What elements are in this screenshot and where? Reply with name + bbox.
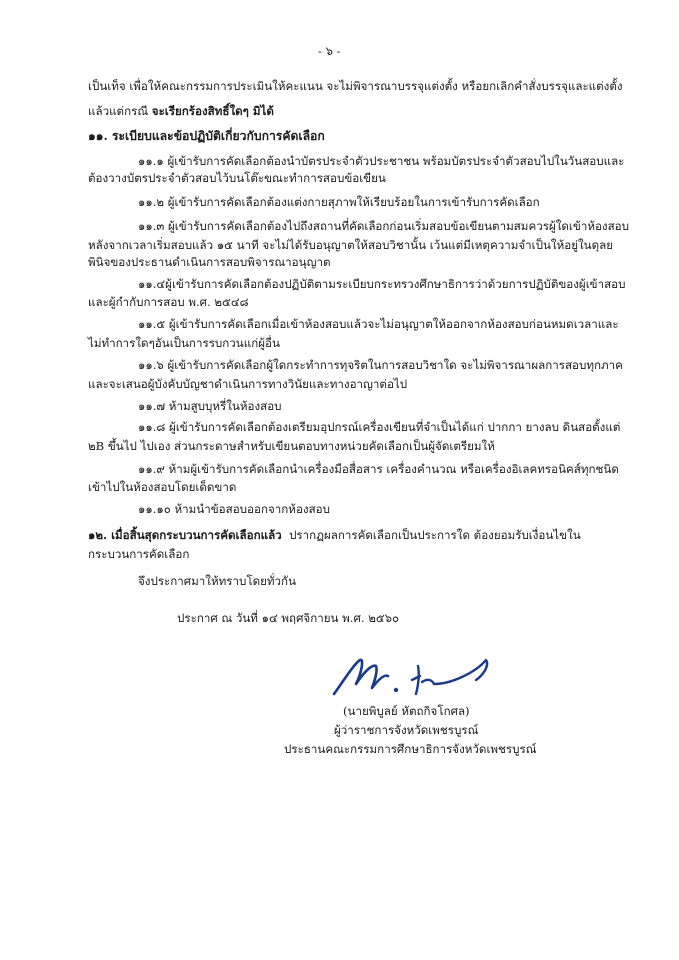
intro-line-2 <box>88 103 274 119</box>
item-11-6-line-1: ๑๑.๖ ผู้เข้ารับการคัดเลือกผู้ใดกระทำการทุจริตในการสอบวิชาใด จะไม่พิจารณาผลการสอบทุกภาค <box>138 358 623 372</box>
intro-line-2-text: แล้วแต่กรณี <box>88 104 152 118</box>
item-11-5-line-2: ไม่ทำการใดๆอันเป็นการรบกวนแก่ผู้อื่น <box>88 336 280 350</box>
signature-stroke-1 <box>334 660 388 694</box>
item-11-3-line-2: หลังจากเวลาเริ่มสอบแล้ว ๑๕ นาที จะไม่ได้รับอนุญาตให้สอบวิชานั้น เว้นแต่มีเหตุความจำเป็นให้อยู่ในดุลย <box>88 238 613 252</box>
item-11-5-line-1: ๑๑.๕ ผู้เข้ารับการคัดเลือกเมื่อเข้าห้องสอบแล้วจะไม่อนุญาตให้ออกจากห้องสอบก่อนหมดเวลาและ <box>138 317 619 331</box>
page-number: - ๖ - <box>318 44 341 58</box>
intro-line-2-bold: จะเรียกร้องสิทธิ์ใดๆ มิได้ <box>151 104 274 118</box>
signature-stroke-2 <box>412 660 487 694</box>
item-11-4-line-2: และผู้กำกับการสอบ พ.ศ. ๒๕๔๘ <box>88 295 249 309</box>
section-12-line-2: กระบวนการคัดเลือก <box>88 547 190 561</box>
item-11-8-line-2: ๒B ขึ้นไป ไปเอง ส่วนกระดาษสำหรับเขียนตอบทางหน่วยคัดเลือกเป็นผู้จัดเตรียมให้ <box>88 439 495 453</box>
item-11-1-line-2: ต้องวางบัตรประจำตัวสอบไว้บนโต๊ะขณะทำการสอบข้อเขียน <box>88 171 386 185</box>
item-11-3-line-1: ๑๑.๓ ผู้เข้ารับการคัดเลือกต้องไปถึงสถานที่คัดเลือกก่อนเริ่มสอบข้อเขียนตามสมควรผู้ใดเข้าห้องสอบ <box>138 219 629 233</box>
signatory-name: (นายพิบูลย์ หัตถกิจโกศล) <box>343 704 470 718</box>
announcement: จึงประกาศมาให้ทราบโดยทั่วกัน <box>138 574 296 588</box>
item-11-4-line-1: ๑๑.๔ผู้เข้ารับการคัดเลือกต้องปฏิบัติตามระเบียบกระทรวงศึกษาธิการว่าด้วยการปฏิบัติของผู้เข้าสอบ <box>138 277 626 291</box>
signatory-position-2: ประธานคณะกรรมการศึกษาธิการจังหวัดเพชรบูรณ์ <box>284 742 537 756</box>
item-11-3-line-3: พินิจของประธานดำเนินการสอบพิจารณาอนุญาต <box>88 255 331 269</box>
item-11-1-line-1: ๑๑.๑ ผู้เข้ารับการคัดเลือกต้องนำบัตรประจำตัวประชาชน พร้อมบัตรประจำตัวสอบไปในวันสอบและ <box>138 154 625 168</box>
intro-line-1: เป็นเท็จ เพื่อให้คณะกรรมการประเมินให้คะแนน จะไม่พิจารณาบรรจุแต่งตั้ง หรือยกเลิกคำสั่งบรรจุและแต่งตั้ง <box>88 79 623 93</box>
item-11-2-line-1: ๑๑.๒ ผู้เข้ารับการคัดเลือกต้องแต่งกายสุภาพให้เรียบร้อยในการเข้ารับการคัดเลือก <box>138 195 540 209</box>
section-12-heading: ๑๒. เมื่อสิ้นสุดกระบวนการคัดเลือกแล้ว <box>88 528 282 542</box>
signature-image <box>326 650 496 702</box>
item-11-8-line-1: ๑๑.๘ ผู้เข้ารับการคัดเลือกต้องเตรียมอุปกรณ์เครื่องเขียนที่จำเป็นได้แก่ ปากกา ยางลบ ดินสอตั้งแต่ <box>138 420 621 434</box>
item-11-6-line-2: และจะเสนอผู้บังคับบัญชาดำเนินการทางวินัยและทางอาญาต่อไป <box>88 377 408 391</box>
date-line: ประกาศ ณ วันที่ ๑๔ พฤศจิกายน พ.ศ. ๒๕๖๐ <box>177 611 400 625</box>
section-12-line-1 <box>88 527 581 543</box>
signature-dot <box>394 688 398 692</box>
item-11-9-line-2: เข้าไปในห้องสอบโดยเด็ดขาด <box>88 480 237 494</box>
section-12-text: ปรากฏผลการคัดเลือกเป็นประการใด ต้องยอมรับเงื่อนไขใน <box>289 528 581 542</box>
item-11-7-line-1: ๑๑.๗ ห้ามสูบบุหรี่ในห้องสอบ <box>138 399 282 413</box>
item-11-9-line-1: ๑๑.๙ ห้ามผู้เข้ารับการคัดเลือกนำเครื่องมือสื่อสาร เครื่องคำนวณ หรือเครื่องอิเลคทรอนิคส์ทุกชนิด <box>138 462 619 476</box>
section-11-heading: ๑๑. ระเบียบและข้อปฏิบัติเกี่ยวกับการคัดเลือก <box>88 129 325 143</box>
signatory-position-1: ผู้ว่าราชการจังหวัดเพชรบูรณ์ <box>334 723 479 737</box>
item-11-10-line-1: ๑๑.๑๐ ห้ามนำข้อสอบออกจากห้องสอบ <box>138 502 330 516</box>
